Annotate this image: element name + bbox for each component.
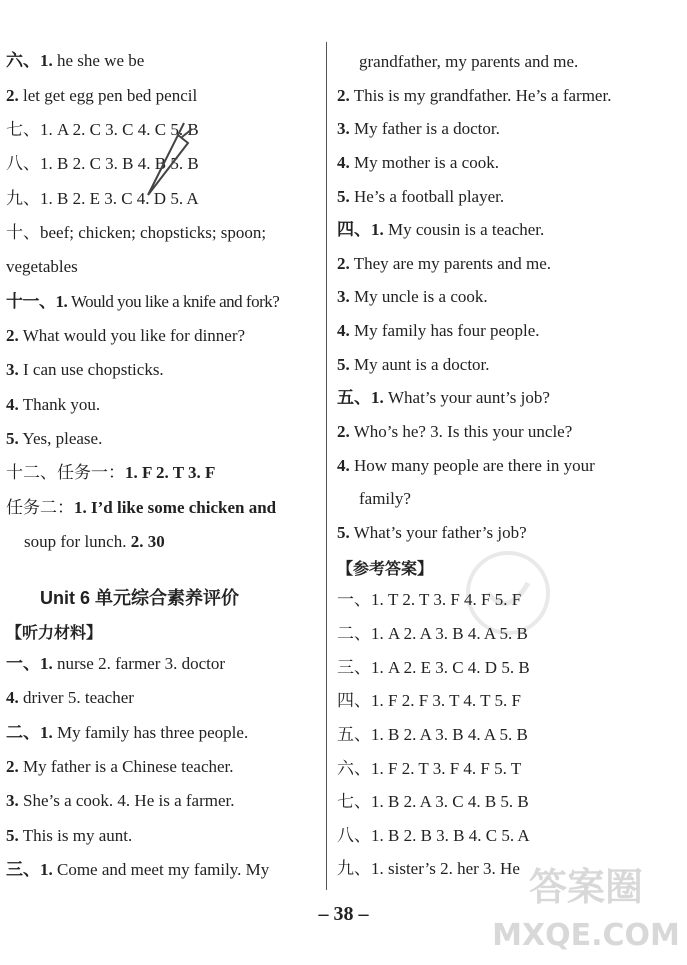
answer-line: grandfather, my parents and me.	[359, 52, 579, 71]
answer-line: 四、1. F 2. F 3. T 4. T 5. F	[337, 691, 521, 710]
svg-text:MXQE.COM: MXQE.COM	[492, 918, 680, 953]
answer-line: 5. Yes, please.	[6, 429, 103, 448]
answer-line: 2. My father is a Chinese teacher.	[6, 757, 234, 776]
answer-line: 3. I can use chopsticks.	[6, 360, 164, 379]
answer-line: 八、1. B 2. C 3. B 4. B 5. B	[6, 154, 199, 173]
answer-line: 4. Thank you.	[6, 395, 101, 414]
answer-line: 九、1. sister’s 2. her 3. He	[337, 859, 520, 878]
carrot-mark-icon	[138, 115, 193, 210]
answer-line: 3. My father is a doctor.	[337, 119, 500, 138]
answer-line: 3. My uncle is a cook.	[337, 287, 488, 306]
answer-line: 八、1. B 2. B 3. B 4. C 5. A	[337, 826, 530, 845]
answer-line: 3. She’s a cook. 4. He is a farmer.	[6, 791, 235, 810]
answer-line: 十二、任务一：1. F 2. T 3. F	[6, 463, 216, 482]
answer-line: 任务二：1. I’d like some chicken and	[6, 498, 277, 517]
answer-line: 五、1. What’s your aunt’s job?	[337, 388, 550, 407]
answer-line: 2. Who’s he? 3. Is this your uncle?	[337, 422, 573, 441]
stamp-watermark-icon	[463, 548, 553, 638]
answer-line: 六、1. he she we be	[6, 51, 145, 70]
answer-line: 一、1. T 2. T 3. F 4. F 5. F	[337, 590, 522, 609]
answer-line: 2. This is my grandfather. He’s a farmer.	[337, 86, 612, 105]
listening-material-label: 【听力材料】	[6, 625, 103, 642]
answer-line: family?	[359, 489, 411, 508]
answer-line: 五、1. B 2. A 3. B 4. A 5. B	[337, 725, 528, 744]
answer-line: 六、1. F 2. T 3. F 4. F 5. T	[337, 759, 522, 778]
answer-line: 九、1. B 2. E 3. C 4. D 5. A	[6, 189, 199, 208]
answer-line: 二、1. My family has three people.	[6, 723, 249, 742]
answer-line: 5. What’s your father’s job?	[337, 523, 527, 542]
answer-line: 三、1. Come and meet my family. My	[6, 860, 270, 879]
answer-line: 2. let get egg pen bed pencil	[6, 86, 198, 105]
answer-line: 5. My aunt is a doctor.	[337, 355, 490, 374]
answer-line: 一、1. nurse 2. farmer 3. doctor	[6, 654, 226, 673]
answer-line: 4. driver 5. teacher	[6, 688, 134, 707]
answer-line: soup for lunch. 2. 30	[24, 532, 165, 551]
answer-line: 四、1. My cousin is a teacher.	[337, 220, 545, 239]
answer-line: 二、1. A 2. A 3. B 4. A 5. B	[337, 624, 528, 643]
unit-heading: Unit 6 单元综合素养评价	[40, 588, 240, 608]
answer-line: 十一、1. Would you like a knife and fork?	[6, 292, 280, 311]
answer-line: 4. My mother is a cook.	[337, 153, 499, 172]
answer-line: 4. How many people are there in your	[337, 456, 595, 475]
reference-answer-label: 【参考答案】	[337, 561, 434, 578]
answer-line: 七、1. A 2. C 3. C 4. C 5. B	[6, 120, 199, 139]
answer-line: 5. He’s a football player.	[337, 187, 505, 206]
answer-line: 三、1. A 2. E 3. C 4. D 5. B	[337, 658, 530, 677]
column-divider	[326, 42, 327, 890]
answer-line: 十、beef; chicken; chopsticks; spoon;	[6, 223, 267, 242]
answer-line: 七、1. B 2. A 3. C 4. B 5. B	[337, 792, 529, 811]
page-number: – 38 –	[318, 903, 369, 925]
answer-line: 4. My family has four people.	[337, 321, 540, 340]
answer-line: 2. What would you like for dinner?	[6, 326, 246, 345]
answer-line: vegetables	[6, 257, 78, 276]
answer-line: 5. This is my aunt.	[6, 826, 133, 845]
svg-text:答案圈: 答案圈	[528, 865, 644, 909]
answer-line: 2. They are my parents and me.	[337, 254, 552, 273]
site-watermark-logo	[492, 855, 680, 955]
